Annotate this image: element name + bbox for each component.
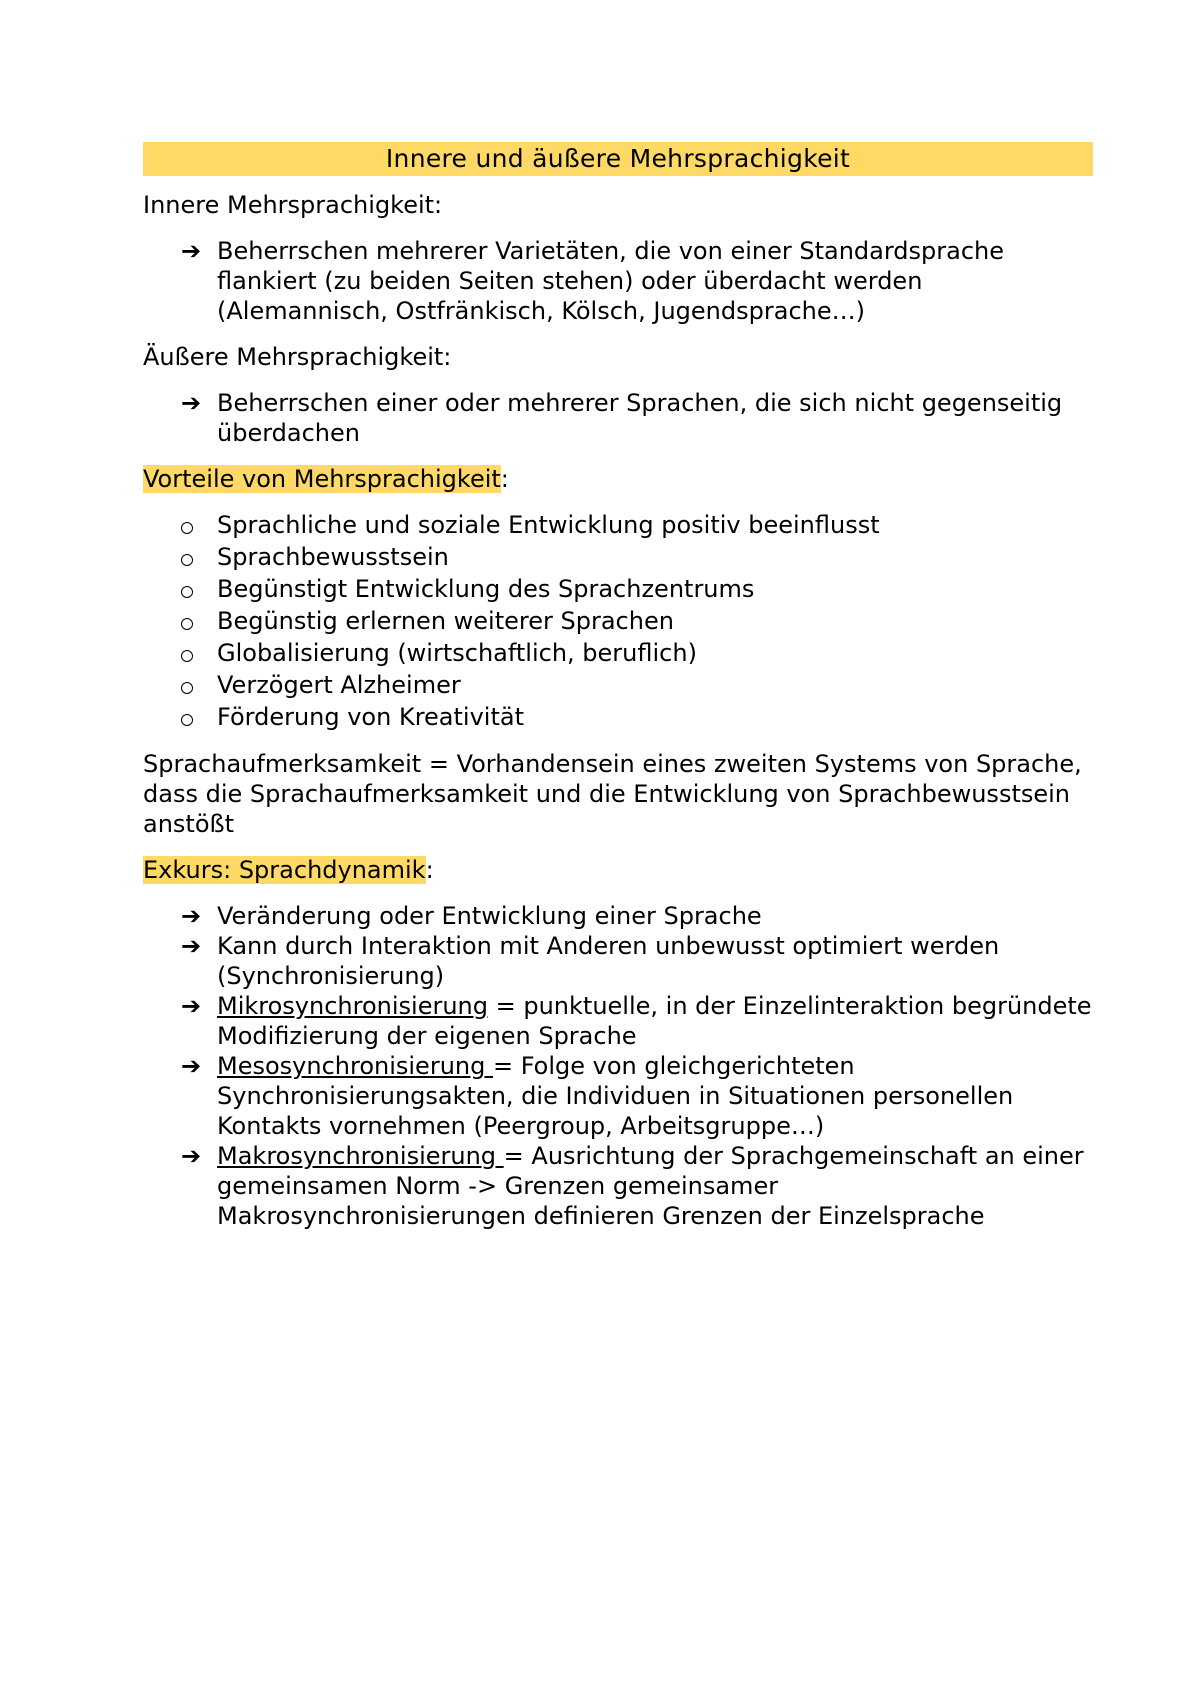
list-item — [143, 637, 1093, 669]
arrow-right-icon: ➔ — [181, 1142, 202, 1170]
list-item — [143, 991, 1093, 1051]
arrow-right-icon: ➔ — [181, 902, 202, 930]
list-item-text: Kann durch Interaktion mit Anderen unbewusst optimiert werden (Synchronisierung) — [217, 932, 1000, 990]
list-item — [143, 573, 1093, 605]
list-item — [143, 509, 1093, 541]
list-item-text: Sprachbewusstsein — [217, 543, 449, 571]
vorteile-heading-line — [143, 464, 1093, 494]
list-item-text: = Folge von gleichgerichteten Synchronisierungsakten, die Individuen in Situationen personellen Kontakts vornehmen (Peergroup, Arbeitsgruppe…) — [217, 1052, 1014, 1140]
arrow-right-icon: ➔ — [181, 992, 202, 1020]
list-item-text: Beherrschen einer oder mehrerer Sprachen, die sich nicht gegenseitig überdachen — [217, 389, 1063, 447]
list-item-text: = punktuelle, in der Einzelinteraktion begründete Modifizierung der eigenen Sprache — [217, 992, 1092, 1050]
aeussere-list — [143, 388, 1093, 448]
list-item — [143, 669, 1093, 701]
hollow-circle-bullet-icon — [181, 650, 193, 662]
hollow-circle-bullet-icon — [181, 618, 193, 630]
list-item — [143, 541, 1093, 573]
arrow-right-icon: ➔ — [181, 1052, 202, 1080]
list-item-text: Förderung von Kreativität — [217, 703, 524, 731]
term-mikrosynchronisierung: Mikrosynchronisierung — [217, 992, 488, 1020]
hollow-circle-bullet-icon — [181, 682, 193, 694]
document-title: Innere und äußere Mehrsprachigkeit — [143, 142, 1093, 176]
aeussere-heading: Äußere Mehrsprachigkeit: — [143, 343, 452, 371]
sprachaufmerksamkeit-paragraph: Sprachaufmerksamkeit = Vorhandensein eines zweiten Systems von Sprache, dass die Sprachaufmerksamkeit und die Entwicklung von Sprachbewusstsein anstößt — [143, 750, 1082, 838]
hollow-circle-bullet-icon — [181, 522, 193, 534]
term-makrosynchronisierung: Makrosynchronisierung — [217, 1142, 504, 1170]
exkurs-heading-colon: : — [425, 856, 434, 884]
list-item — [143, 1051, 1093, 1141]
hollow-circle-bullet-icon — [181, 554, 193, 566]
list-item — [143, 901, 1093, 931]
exkurs-list — [143, 901, 1093, 1231]
list-item-text: = Ausrichtung der Sprachgemeinschaft an einer gemeinsamen Norm -> Grenzen gemeinsamer Makrosynchronisierungen definieren Grenzen der Einzelsprache — [217, 1142, 1084, 1230]
hollow-circle-bullet-icon — [181, 714, 193, 726]
list-item — [143, 701, 1093, 733]
term-mesosynchronisierung: Mesosynchronisierung — [217, 1052, 493, 1080]
arrow-right-icon: ➔ — [181, 389, 202, 417]
vorteile-heading: Vorteile von Mehrsprachigkeit — [143, 465, 501, 493]
list-item-text: Sprachliche und soziale Entwicklung positiv beeinflusst — [217, 511, 880, 539]
list-item-text: Begünstigt Entwicklung des Sprachzentrums — [217, 575, 755, 603]
list-item-text: Beherrschen mehrerer Varietäten, die von einer Standardsprache flankiert (zu beiden Seiten stehen) oder überdacht werden (Alemannisch, Ostfränkisch, Kölsch, Jugendsprache…) — [217, 237, 1005, 325]
vorteile-heading-colon: : — [500, 465, 509, 493]
list-item — [143, 931, 1093, 991]
list-item — [143, 236, 1093, 326]
innere-list — [143, 236, 1093, 326]
arrow-right-icon: ➔ — [181, 237, 202, 265]
document-content — [143, 142, 1093, 1231]
vorteile-list — [143, 509, 1093, 733]
list-item-text: Verzögert Alzheimer — [217, 671, 461, 699]
list-item — [143, 388, 1093, 448]
list-item — [143, 605, 1093, 637]
list-item-text: Globalisierung (wirtschaftlich, beruflich) — [217, 639, 697, 667]
list-item-text: Begünstig erlernen weiterer Sprachen — [217, 607, 674, 635]
exkurs-heading: Exkurs: Sprachdynamik — [143, 856, 426, 884]
list-item-text: Veränderung oder Entwicklung einer Sprache — [217, 902, 762, 930]
arrow-right-icon: ➔ — [181, 932, 202, 960]
list-item — [143, 1141, 1093, 1231]
hollow-circle-bullet-icon — [181, 586, 193, 598]
innere-heading: Innere Mehrsprachigkeit: — [143, 191, 443, 219]
exkurs-heading-line — [143, 855, 1093, 885]
